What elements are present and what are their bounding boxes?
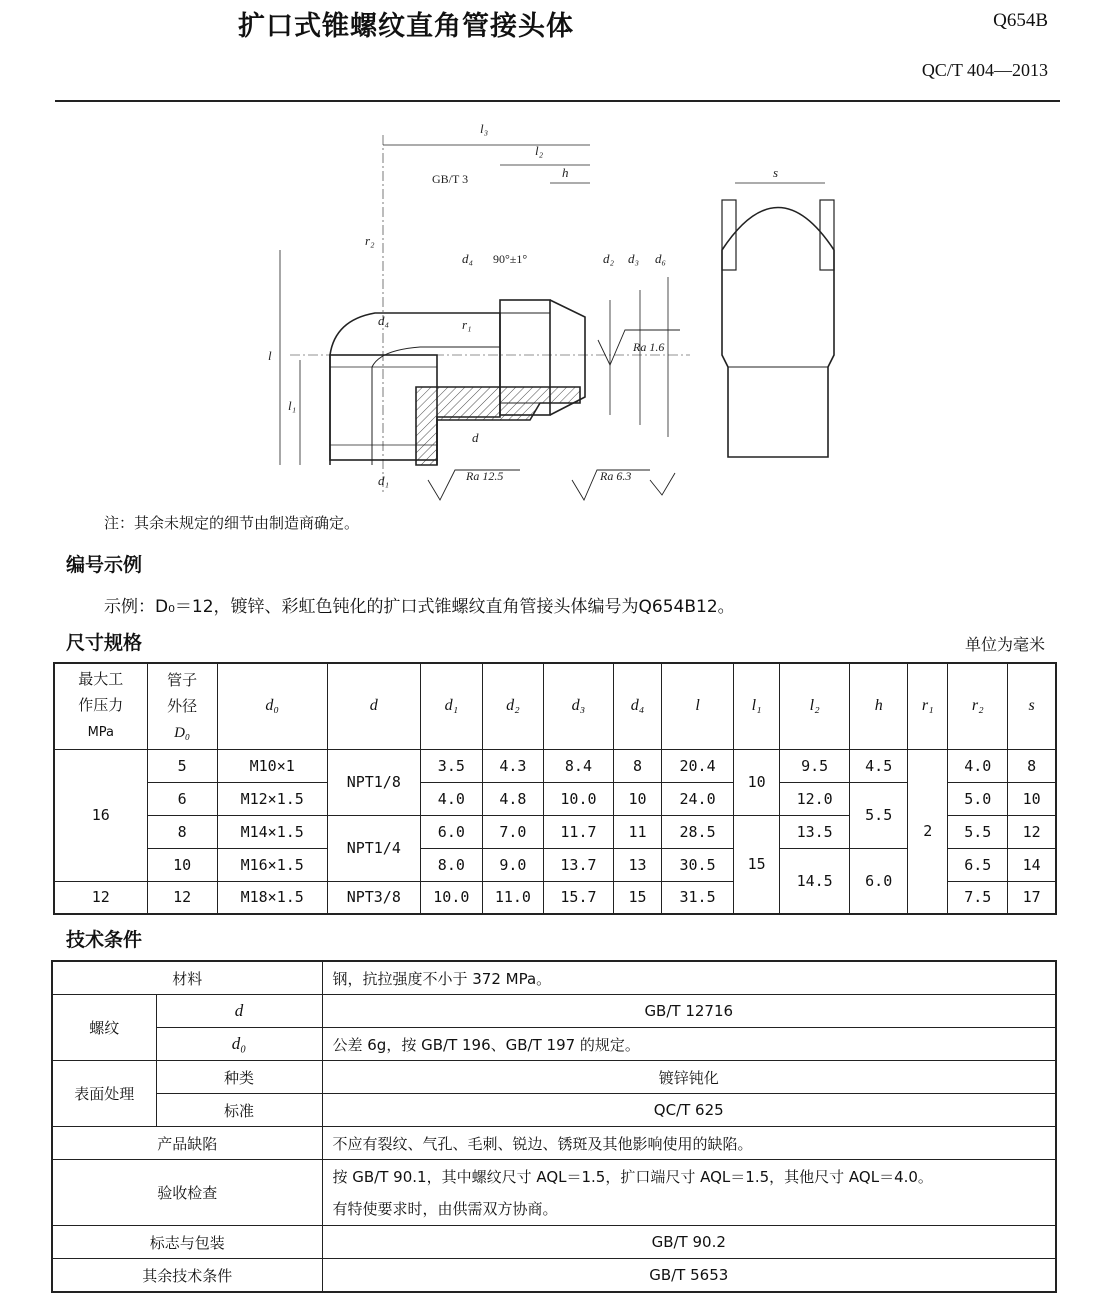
surface-label: 表面处理 xyxy=(52,1061,156,1127)
drawing-note: 注：其余未规定的细节由制造商确定。 xyxy=(104,514,360,532)
marking-value: GB/T 90.2 xyxy=(322,1226,1056,1259)
page-title: 扩口式锥螺纹直角管接头体 xyxy=(238,11,574,42)
header-d1: d₁ xyxy=(420,663,482,749)
cell-r2: 6.5 xyxy=(948,848,1008,881)
surface-kind-value: 镀锌钝化 xyxy=(322,1061,1056,1094)
thread-label: 螺纹 xyxy=(52,995,156,1061)
defects-value: 不应有裂纹、气孔、毛刺、锐边、锈斑及其他影响使用的缺陷。 xyxy=(322,1127,1056,1160)
cell-d2: 7.0 xyxy=(482,815,543,848)
cell-d1: 8.0 xyxy=(420,848,482,881)
cell-l2: 13.5 xyxy=(780,815,850,848)
cell-d3: 15.7 xyxy=(543,881,613,914)
numbering-example: 示例：D₀＝12，镀锌、彩虹色钝化的扩口式锥螺纹直角管接头体编号为Q654B12。 xyxy=(104,597,735,617)
cell-d1: 3.5 xyxy=(420,749,482,782)
side-view-body xyxy=(722,208,834,458)
material-label: 材料 xyxy=(52,961,322,995)
header-s: s xyxy=(1008,663,1056,749)
header-h: h xyxy=(850,663,908,749)
cell-d3: 13.7 xyxy=(543,848,613,881)
table-row xyxy=(52,1028,1056,1061)
material-value: 钢，抗拉强度不小于 372 MPa。 xyxy=(322,961,1056,995)
cell-d2: 9.0 xyxy=(482,848,543,881)
dimension-table xyxy=(53,662,1057,915)
cell-s: 12 xyxy=(1008,815,1056,848)
table-header-row xyxy=(54,663,1056,749)
cell-d3: 10.0 xyxy=(543,782,613,815)
label-d1: d₁ xyxy=(378,473,390,488)
cell-r2: 7.5 xyxy=(948,881,1008,914)
dimensions-heading: 尺寸规格 xyxy=(66,632,143,654)
header-d3: d₃ xyxy=(543,663,613,749)
cell-d0: M16×1.5 xyxy=(217,848,327,881)
cell-d4: 13 xyxy=(613,848,661,881)
thread-d-label: d xyxy=(156,995,322,1028)
cell-l: 20.4 xyxy=(662,749,734,782)
numbering-heading: 编号示例 xyxy=(66,554,143,576)
technical-drawing xyxy=(0,105,1100,505)
cell-d2: 11.0 xyxy=(482,881,543,914)
cell-s: 14 xyxy=(1008,848,1056,881)
section-hatch xyxy=(416,387,580,465)
cell-l2: 12.0 xyxy=(780,782,850,815)
label-ra63: Ra 6.3 xyxy=(600,469,632,483)
header-l: l xyxy=(662,663,734,749)
label-d6: d₆ xyxy=(655,251,667,266)
table-row xyxy=(52,1226,1056,1259)
thread-d0-value: 公差 6g，按 GB/T 196、GB/T 197 的规定。 xyxy=(322,1028,1056,1061)
cell-r2: 5.0 xyxy=(948,782,1008,815)
defects-label: 产品缺陷 xyxy=(52,1127,322,1160)
label-r1: r₁ xyxy=(462,317,472,332)
cell-l: 24.0 xyxy=(662,782,734,815)
header-l1: l₁ xyxy=(734,663,780,749)
label-angle: 90°±1° xyxy=(493,252,528,266)
table-row xyxy=(52,1160,1056,1226)
header-divider xyxy=(55,100,1060,102)
inspection-label: 验收检查 xyxy=(52,1160,322,1226)
label-r2: r₂ xyxy=(365,233,375,248)
header-pressure: 最大工 作压力 MPa xyxy=(54,663,147,749)
surface-kind-label: 种类 xyxy=(156,1061,322,1094)
label-d4-bottom: d₄ xyxy=(378,313,390,328)
header-r2: r₂ xyxy=(948,663,1008,749)
part-code: Q654B xyxy=(993,10,1048,31)
cell-d0: M12×1.5 xyxy=(217,782,327,815)
cell-d2: 4.3 xyxy=(482,749,543,782)
cell-D0: 5 xyxy=(147,749,217,782)
tech-heading: 技术条件 xyxy=(66,929,143,951)
cell-r2: 5.5 xyxy=(948,815,1008,848)
cell-pressure: 12 xyxy=(54,881,147,914)
standard-number: QC/T 404—2013 xyxy=(921,60,1048,80)
cell-d1: 4.0 xyxy=(420,782,482,815)
cell-d: NPT3/8 xyxy=(327,881,420,914)
table-row xyxy=(52,1061,1056,1094)
label-l3: l₃ xyxy=(480,121,489,136)
label-l1: l₁ xyxy=(288,398,297,413)
cell-l: 28.5 xyxy=(662,815,734,848)
header-d0: d₀ xyxy=(217,663,327,749)
cell-d4: 10 xyxy=(613,782,661,815)
cell-d0: M18×1.5 xyxy=(217,881,327,914)
surface-std-label: 标准 xyxy=(156,1094,322,1127)
label-l2: l₂ xyxy=(535,143,544,158)
cell-d4: 11 xyxy=(613,815,661,848)
cell-d1: 10.0 xyxy=(420,881,482,914)
unit-note: 单位为毫米 xyxy=(964,635,1045,654)
cell-d4: 8 xyxy=(613,749,661,782)
cell-s: 8 xyxy=(1008,749,1056,782)
label-d: d xyxy=(472,430,479,445)
label-d4: d₄ xyxy=(462,251,474,266)
table-row xyxy=(52,995,1056,1028)
header-d4: d₄ xyxy=(613,663,661,749)
cell-r1: 2 xyxy=(908,749,948,914)
header-l2: l₂ xyxy=(780,663,850,749)
table-row xyxy=(52,1094,1056,1127)
header-r1: r₁ xyxy=(908,663,948,749)
header-d2: d₂ xyxy=(482,663,543,749)
cell-h: 4.5 xyxy=(850,749,908,782)
others-value: GB/T 5653 xyxy=(322,1259,1056,1293)
table-row xyxy=(54,782,1056,815)
cell-s: 17 xyxy=(1008,881,1056,914)
cell-D0: 10 xyxy=(147,848,217,881)
cell-d3: 11.7 xyxy=(543,815,613,848)
label-d3: d₃ xyxy=(628,251,640,266)
table-row xyxy=(52,1259,1056,1293)
cell-l: 30.5 xyxy=(662,848,734,881)
cell-d0: M14×1.5 xyxy=(217,815,327,848)
cell-D0: 6 xyxy=(147,782,217,815)
table-row xyxy=(52,961,1056,995)
cell-l1: 15 xyxy=(734,815,780,914)
cell-l2: 9.5 xyxy=(780,749,850,782)
label-ra16: Ra 1.6 xyxy=(633,340,665,354)
label-ra125: Ra 12.5 xyxy=(466,469,504,483)
cell-pressure: 16 xyxy=(54,749,147,881)
cell-h: 5.5 xyxy=(850,782,908,848)
thread-d-value: GB/T 12716 xyxy=(322,995,1056,1028)
cell-d0: M10×1 xyxy=(217,749,327,782)
others-label: 其余技术条件 xyxy=(52,1259,322,1293)
cell-r2: 4.0 xyxy=(948,749,1008,782)
thread-d0-label: d₀ xyxy=(156,1028,322,1061)
table-row xyxy=(54,848,1056,881)
header-d: d xyxy=(327,663,420,749)
label-d2: d₂ xyxy=(603,251,615,266)
cell-h: 6.0 xyxy=(850,848,908,914)
cell-d4: 15 xyxy=(613,881,661,914)
cell-d3: 8.4 xyxy=(543,749,613,782)
cell-s: 10 xyxy=(1008,782,1056,815)
cell-d: NPT1/8 xyxy=(327,749,420,815)
cell-l1: 10 xyxy=(734,749,780,815)
header-outer-diameter: 管子 外径 D₀ xyxy=(147,663,217,749)
cell-d: NPT1/4 xyxy=(327,815,420,881)
cell-d1: 6.0 xyxy=(420,815,482,848)
cell-d2: 4.8 xyxy=(482,782,543,815)
marking-label: 标志与包装 xyxy=(52,1226,322,1259)
tech-conditions-table xyxy=(51,960,1057,1293)
table-row xyxy=(52,1127,1056,1160)
table-row xyxy=(54,749,1056,782)
label-s: s xyxy=(773,165,779,180)
cell-l: 31.5 xyxy=(662,881,734,914)
label-gbt3: GB/T 3 xyxy=(432,172,469,186)
inspection-value: 按 GB/T 90.1，其中螺纹尺寸 AQL＝1.5，扩口端尺寸 AQL＝1.5，其他尺寸 AQL＝4.0。 有特使要求时，由供需双方协商。 xyxy=(322,1160,1056,1226)
cell-D0: 12 xyxy=(147,881,217,914)
cell-l2: 14.5 xyxy=(780,848,850,914)
label-l: l xyxy=(268,348,272,363)
label-h: h xyxy=(562,165,569,180)
cell-D0: 8 xyxy=(147,815,217,848)
surface-std-value: QC/T 625 xyxy=(322,1094,1056,1127)
